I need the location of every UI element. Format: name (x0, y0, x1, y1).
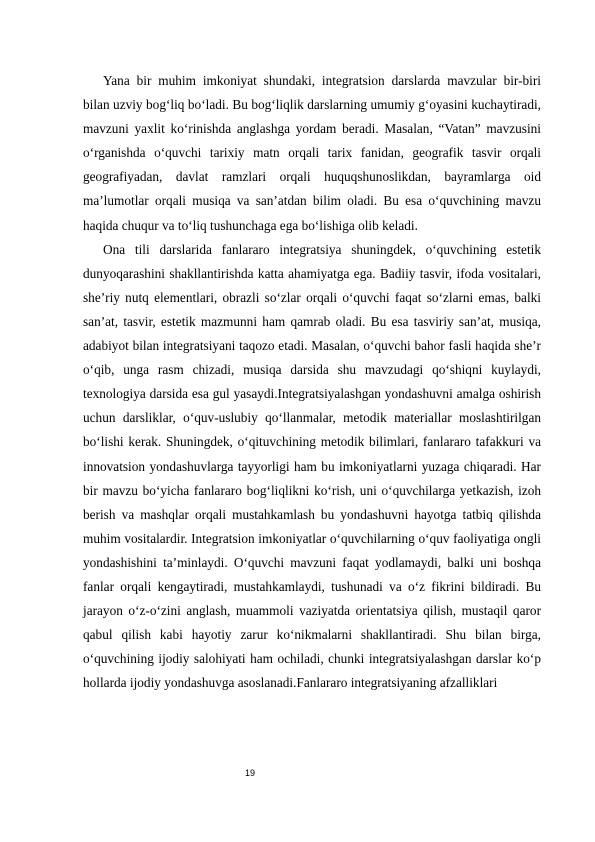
paragraph-1: Yana bir muhim imkoniyat shundaki, integratsion darslarda mavzular bir-biri bilan uzviy bog‘liq bo‘ladi. Bu bog‘liqlik darslarning umumiy g‘oyasini kuchaytiradi, mavzuni yaxlit ko‘rinishda anglashga yordam beradi. Masalan, “Vatan” mavzusini o‘rganishda o‘quvchi tarixiy matn orqali tarix fanidan, geografik tasvir orqali geografiyadan, davlat ramzlari orqali huquqshunoslikdan, bayramlarga oid ma’lumotlar orqali musiqa va san’atdan bilim oladi. Bu esa o‘quvchining mavzu haqida chuqur va to‘liq tushunchaga ega bo‘lishiga olib keladi. (83, 73, 541, 233)
document-body (83, 69, 541, 695)
paragraph-2: Ona tili darslarida fanlararo integratsiya shuningdek, o‘quvchining estetik dunyoqarashini shakllantirishda katta ahamiyatga ega. Badiiy tasvir, ifoda vositalari, she’riy nutq elementlari, obrazli so‘zlar orqali o‘quvchi faqat so‘zlarni emas, balki san’at, tasvir, estetik mazmunni ham qamrab oladi. Bu esa tasviriy san’at, musiqa, adabiyot bilan integratsiyani taqozo etadi. Masalan, o‘quvchi bahor fasli haqida she’r o‘qib, unga rasm chizadi, musiqa darsida shu mavzudagi qo‘shiqni kuylaydi, texnologiya darsida esa gul yasaydi.Integratsiyalashgan yondashuvni amalga oshirish uchun darsliklar, o‘quv-uslubiy qo‘llanmalar, metodik materiallar moslashtirilgan bo‘lishi kerak. Shuningdek, o‘qituvchining metodik bilimlari, fanlararo tafakkuri va innovatsion yondashuvlarga tayyorligi ham bu imkoniyatlarni yuzaga chiqaradi. Har bir mavzu bo‘yicha fanlararo bog‘liqlikni ko‘rish, uni o‘quvchilarga yetkazish, izoh berish va mashqlar orqali mustahkamlash bu yondashuvni hayotga tatbiq qilishda muhim vositalardir. Integratsion imkoniyatlar o‘quvchilarning o‘quv faoliyatiga ongli yondashishini ta’minlaydi. O‘quvchi mavzuni faqat yodlamaydi, balki uni boshqa fanlar orqali kengaytiradi, mustahkamlaydi, tushunadi va o‘z fikrini bildiradi. Bu jarayon o‘z-o‘zini anglash, muammoli vaziyatda orientatsiya qilish, mustaqil qaror qabul qilish kabi hayotiy zarur ko‘nikmalarni shakllantiradi. Shu bilan birga, o‘quvchining ijodiy salohiyati ham ochiladi, chunki integratsiyalashgan darslar ko‘p hollarda ijodiy yondashuvga asoslanadi.Fanlararo integratsiyaning afzalliklari (83, 241, 541, 691)
page-number: 19 (245, 768, 256, 778)
